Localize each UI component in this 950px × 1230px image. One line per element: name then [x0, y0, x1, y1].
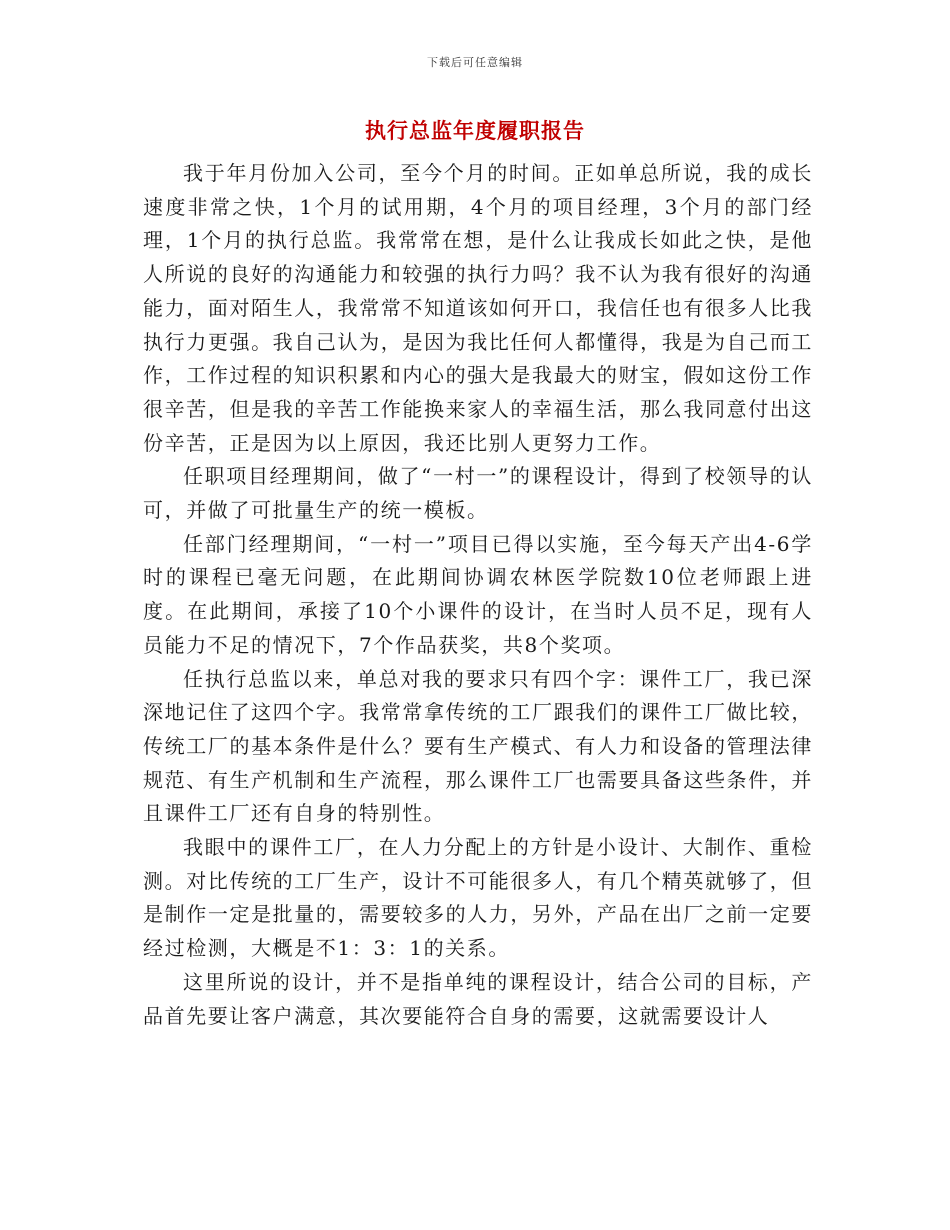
document-title: 执行总监年度履职报告	[365, 118, 585, 143]
paragraph: 任执行总监以来，单总对我的要求只有四个字：课件工厂，我已深深地记住了这四个字。我常常拿传统的工厂跟我们的课件工厂做比较，传统工厂的基本条件是什么？要有生产模式、有人力和设备的管理法律规范、有生产机制和生产流程，那么课件工厂也需要具备这些条件，并且课件工厂还有自身的特别性。	[143, 666, 813, 826]
paragraph: 这里所说的设计，并不是指单纯的课程设计，结合公司的目标，产品首先要让客户满意，其次要能符合自身的需要，这就需要设计人	[143, 969, 813, 1028]
paragraph: 我于年月份加入公司，至今个月的时间。正如单总所说，我的成长速度非常之快，1个月的试用期，4个月的项目经理，3个月的部门经理，1个月的执行总监。我常常在想，是什么让我成长如此之快，是他人所说的良好的沟通能力和较强的执行力吗？我不认为我有很好的沟通能力，面对陌生人，我常常不知道该如何开口，我信任也有很多人比我执行力更强。我自己认为，是因为我比任何人都懂得，我是为自己而工作，工作过程的知识积累和内心的强大是我最大的财宝，假如这份工作很辛苦，但是我的辛苦工作能换来家人的幸福生活，那么我同意付出这份辛苦，正是因为以上原因，我还比别人更努力工作。	[143, 161, 813, 455]
header-note: 下载后可任意编辑	[427, 56, 523, 69]
document-body	[143, 157, 813, 1033]
paragraph: 任职项目经理期间，做了“一村一”的课程设计，得到了校领导的认可，并做了可批量生产的统一模板。	[143, 464, 813, 523]
paragraph: 任部门经理期间，“一村一”项目已得以实施，至今每天产出4-6学时的课程已毫无问题，在此期间协调农林医学院数10位老师跟上进度。在此期间，承接了10个小课件的设计，在当时人员不足，现有人员能力不足的情况下，7个作品获奖，共8个奖项。	[143, 531, 813, 657]
paragraph: 我眼中的课件工厂，在人力分配上的方针是小设计、大制作、重检测。对比传统的工厂生产，设计不可能很多人，有几个精英就够了，但是制作一定是批量的，需要较多的人力，另外，产品在出厂之前一定要经过检测，大概是不1：3：1的关系。	[143, 835, 813, 961]
